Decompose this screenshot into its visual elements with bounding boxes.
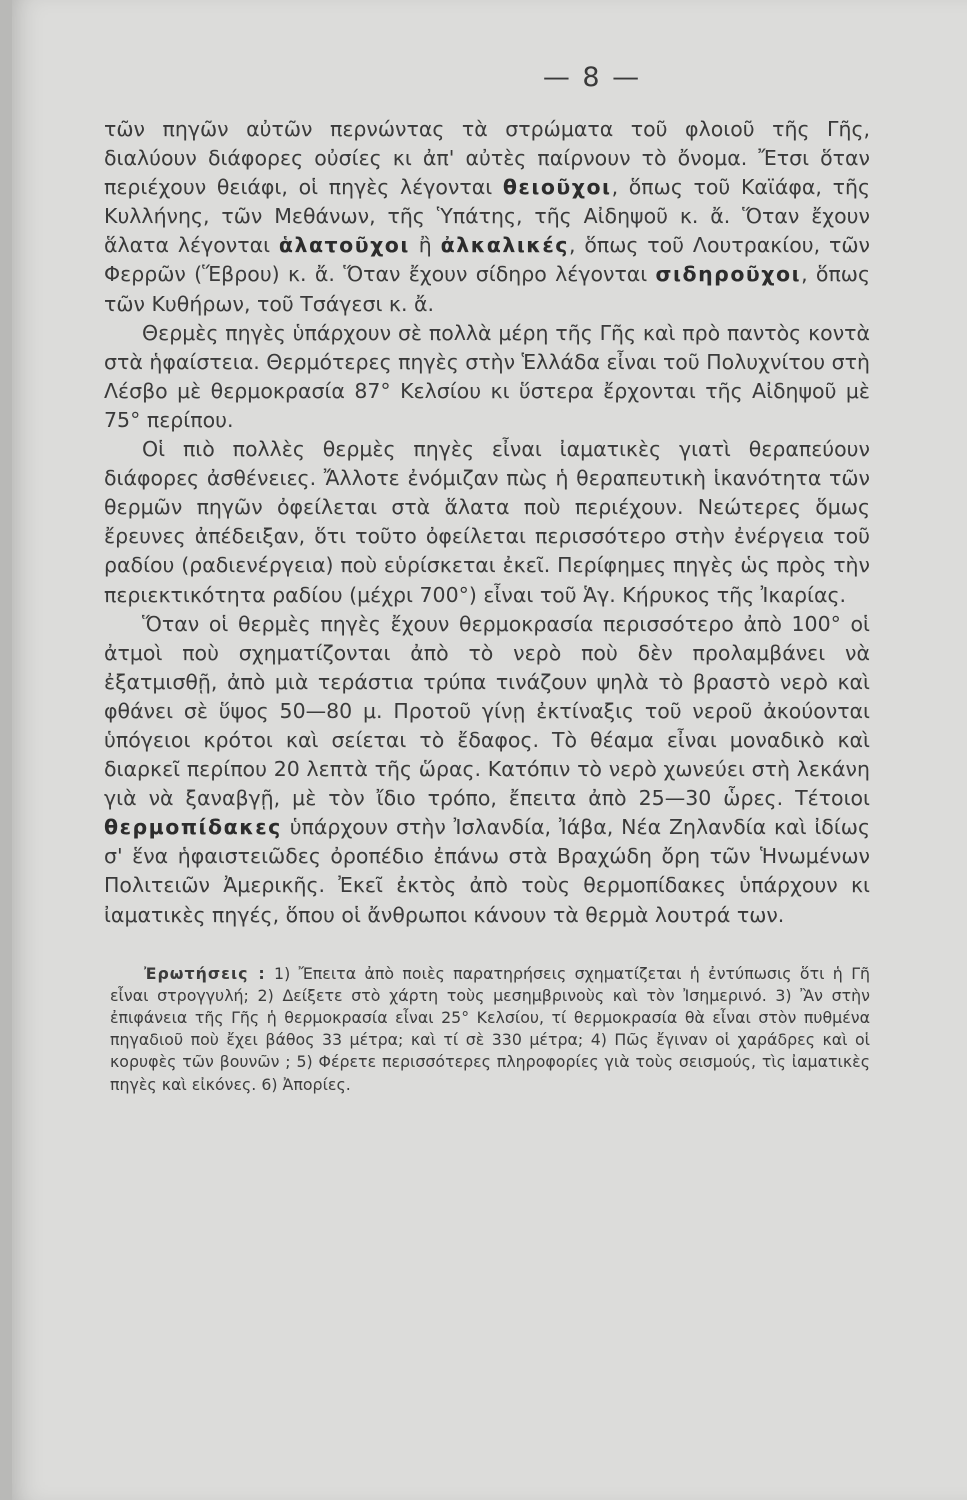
paragraph-1-text-d: , ὅπως τοῦ Λουτρακίου, τῶν Φερρῶν (Ἕβρου) κ. ἄ. Ὅταν ἔχουν σίδηρο λέγονται xyxy=(104,233,871,287)
paragraph-1 xyxy=(104,115,870,319)
questions-body: 1) Ἔπειτα ἀπὸ ποιὲς παρατηρήσεις σχηματίζεται ἡ ἐντύπωσις ὅτι ἡ Γῆ εἶναι στρογγυλή; 2) Δείξετε στὸ χάρτη τοὺς μεσημβρινοὺς καὶ τὸν Ἰσημερινό. 3) Ἂν στὴν ἐπιφάνεια τῆς Γῆς ἡ θερμοκρασία εἶναι 25° Κελσίου, τί θερμοκρασία θὰ εἶναι στὸν πυθμένα πηγαδιοῦ ποὺ ἔχει βάθος 33 μέτρα; καὶ τί σὲ 330 μέτρα; 4) Πῶς ἔγιναν οἱ χαράδρες καὶ οἱ κορυφὲς τῶν βουνῶν ; 5) Φέρετε περισσότερες πληροφορίες γιὰ τοὺς σεισμούς, τὶς ἰαματικὲς πηγὲς καὶ εἰκόνες. 6) Ἀπορίες. xyxy=(110,963,871,1094)
questions-label: Ἐρωτήσεις : xyxy=(144,963,266,983)
term-thermopidakes: θερμοπίδακες xyxy=(104,815,282,840)
paragraph-1-text-a: τῶν πηγῶν αὐτῶν περνώντας τὰ στρώματα τοῦ φλοιοῦ τῆς Γῆς, διαλύουν διάφορες οὐσίες κι ἀπ' αὐτὲς παίρνουν τὸ ὄνομα. Ἔτσι ὅταν περιέχουν θειάφι, οἱ πηγὲς λέγονται xyxy=(104,117,870,200)
questions-block xyxy=(104,963,870,1096)
paragraph-1-text-e: , ὅπως τῶν Κυθήρων, τοῦ Τσάγεσι κ. ἄ. xyxy=(104,262,870,316)
book-page xyxy=(12,0,967,1500)
term-alatouchoi: ἁλατοῦχοι xyxy=(278,233,410,258)
term-sidirouchoi: σιδηροῦχοι xyxy=(655,262,802,287)
paragraph-4-text-b: ὑπάρχουν στὴν Ἰσλανδία, Ἰάβα, Νέα Ζηλανδία καὶ ἰδίως σ' ἕνα ἡφαιστειῶδες ὀροπέδιο ἐπάνω στὰ Βραχώδη ὄρη τῶν Ἡνωμένων Πολιτειῶν Ἀμερικῆς. Ἐκεῖ ἐκτὸς ἀπὸ τοὺς θερμοπίδακες ὑπάρχουν κι ἰαματικὲς πηγές, ὅπου οἱ ἄνθρωποι κάνουν τὰ θερμὰ λουτρά των. xyxy=(104,815,870,927)
paragraph-2: Θερμὲς πηγὲς ὑπάρχουν σὲ πολλὰ μέρη τῆς Γῆς καὶ πρὸ παντὸς κοντὰ στὰ ἡφαίστεια. Θερμότερες πηγὲς στὴν Ἑλλάδα εἶναι τοῦ Πολυχνίτου στὴ Λέσβο μὲ θερμοκρασία 87° Κελσίου κι ὕστερα ἔρχονται τῆς Αἰδηψοῦ μὲ 75° περίπου. xyxy=(104,320,870,432)
paragraph-1-text-c: ἢ xyxy=(409,233,441,258)
paragraph-4 xyxy=(104,610,870,930)
questions-text xyxy=(110,963,870,1096)
page-content xyxy=(104,62,870,1096)
paragraph-3: Οἱ πιὸ πολλὲς θερμὲς πηγὲς εἶναι ἰαματικὲς γιατὶ θεραπεύουν διάφορες ἀσθένειες. Ἄλλοτε ἐνόμιζαν πὼς ἡ θεραπευτικὴ ἱκανότητα τῶν θερμῶν πηγῶν ὀφείλεται στὰ ἅλατα ποὺ περιέχουν. Νεώτερες ὅμως ἔρευνες ἀπέδειξαν, ὅτι τοῦτο ὀφείλεται περισσότερο στὴν ἐνέργεια τοῦ ραδίου (ραδιενέργεια) ποὺ εὑρίσκεται ἐκεῖ. Περίφημες πηγὲς ὡς πρὸς τὴν περιεκτικότητα ραδίου (μέχρι 700°) εἶναι τοῦ Ἁγ. Κήρυκος τῆς Ἰκαρίας. xyxy=(104,437,870,607)
term-alkalikes: ἀλκαλικές xyxy=(440,233,569,258)
paragraph-1-text-b: , ὅπως τοῦ Καϊάφα, τῆς Κυλλήνης, τῶν Μεθάνων, τῆς Ὑπάτης, τῆς Αἰδηψοῦ κ. ἄ. Ὅταν ἔχουν ἅλατα λέγονται xyxy=(104,175,870,258)
page-number: — 8 — xyxy=(542,62,642,93)
term-theiouchoi: θειοῦχοι xyxy=(502,175,612,200)
paragraph-4-text-a: Ὅταν οἱ θερμὲς πηγὲς ἔχουν θερμοκρασία περισσότερο ἀπὸ 100° οἱ ἀτμοὶ ποὺ σχηματίζονται ἀπὸ τὸ νερὸ ποὺ δὲν προλαμβάνει νὰ ἐξατμισθῇ, ἀπὸ μιὰ τεράστια τρύπα τινάζουν ψηλὰ τὸ βραστὸ νερὸ καὶ φθάνει σὲ ὕψος 50—80 μ. Προτοῦ γίνῃ ἐκτίναξις τοῦ νεροῦ ἀκούονται ὑπόγειοι κρότοι καὶ σείεται τὸ ἔδαφος. Τὸ θέαμα εἶναι μοναδικὸ καὶ διαρκεῖ περίπου 20 λεπτὰ τῆς ὥρας. Κατόπιν τὸ νερὸ χωνεύει στὴ λεκάνη γιὰ νὰ ξαναβγῇ, μὲ τὸν ἴδιο τρόπο, ἔπειτα ἀπὸ 25—30 ὧρες. Τέτοιοι xyxy=(104,611,870,811)
main-text xyxy=(104,115,870,930)
